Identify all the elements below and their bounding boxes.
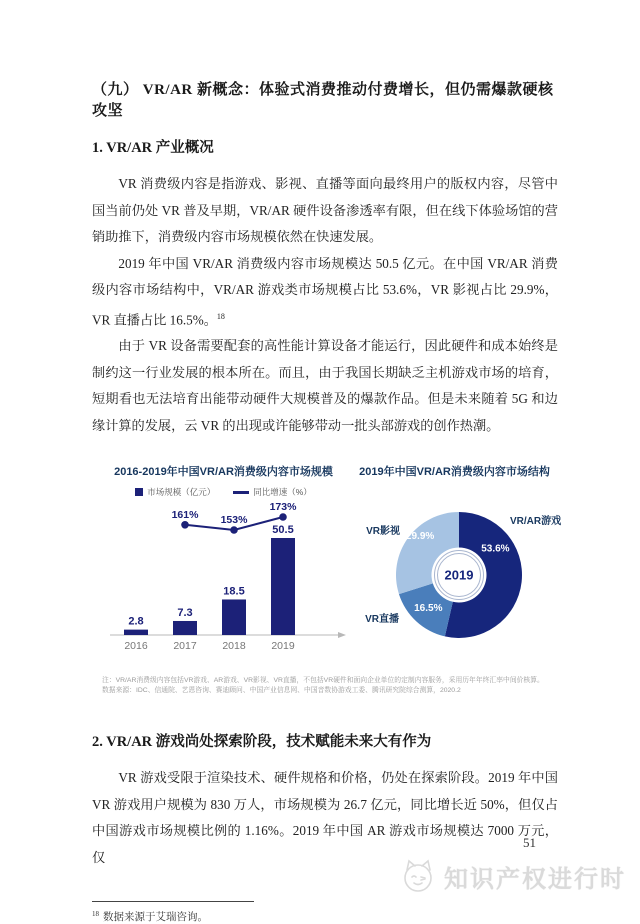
chart-legend	[96, 485, 351, 499]
svg-text:VR直播: VR直播	[365, 614, 399, 626]
legend-label: 同比增速（%）	[253, 487, 312, 498]
footer-watermark	[398, 856, 626, 896]
svg-text:53.6%: 53.6%	[481, 543, 510, 555]
charts-row	[96, 463, 562, 668]
donut-chart-title: 2019年中国VR/AR消费级内容市场结构	[359, 466, 550, 479]
svg-text:29.9%: 29.9%	[405, 531, 435, 543]
footnote	[92, 909, 558, 924]
svg-text:VR/AR游戏: VR/AR游戏	[510, 516, 562, 528]
footnote-divider	[92, 901, 254, 902]
chapter-heading: （九） VR/AR 新概念：体验式消费推动付费增长，但仍需爆款硬核攻坚	[92, 82, 554, 119]
donut-chart-panel	[351, 463, 562, 668]
paragraph-2-text: 2019 年中国 VR/AR 消费级内容市场规模达 50.5 亿元。在中国 VR/AR 消费级内容市场结构中，VR/AR 游戏类市场规模占比 53.6%，VR 影视占比 29.9%，VR 直播占比 16.5%。	[92, 255, 558, 327]
paragraph-3: 由于 VR 设备需要配套的高性能计算设备才能运行，因此硬件和成本始终是制约这一行业发展的根本所在。而且，由于我国长期缺乏主机游戏市场的培育，短期看也无法培育出能带动硬件大规模普及的爆款作品。但是未来随着 5G 和边缘计算的发展，云 VR 的出现或许能够带动一批头部游戏的创作热潮。	[92, 338, 558, 433]
svg-text:2018: 2018	[222, 640, 246, 653]
legend-label: 市场规模（亿元）	[147, 487, 216, 498]
svg-text:2019: 2019	[444, 567, 474, 583]
svg-text:50.5: 50.5	[272, 524, 294, 537]
section-2-paragraph: VR 游戏受限于渲染技术、硬件规格和价格，仍处在探索阶段。2019 年中国 VR 游戏用户规模为 830 万人，市场规模为 26.7 亿元，同比增长近 50%，但仅占中国游戏市场规模比例的 1.16%。2019 年中国 AR 游戏市场规模达 7000 万元，仅	[92, 770, 558, 865]
svg-text:2017: 2017	[173, 640, 197, 653]
charts-block	[96, 463, 562, 696]
legend-item	[233, 486, 312, 498]
section-1-title: 1. VR/AR 产业概况	[92, 140, 214, 156]
donut-chart	[351, 485, 573, 663]
footnote-reference-18: 18	[216, 311, 225, 321]
footer-brand-text: 知识产权进行时	[444, 865, 626, 893]
document-content	[92, 0, 562, 924]
legend-square-swatch	[135, 488, 143, 496]
paragraph-1: VR 消费级内容是指游戏、影视、直播等面向最终用户的版权内容，尽管中国当前仍处 VR 普及早期，VR/AR 硬件设备渗透率有限，但在线下体验场馆的营销助推下，消费级内容市场规模依然在快速发展。	[92, 176, 558, 244]
paragraph-2	[92, 251, 558, 334]
footnote-area	[92, 901, 558, 924]
bar-chart-panel	[96, 463, 351, 668]
legend-item	[135, 486, 215, 498]
legend-line-swatch	[233, 491, 249, 494]
svg-text:7.3: 7.3	[177, 607, 193, 620]
bar-chart-title: 2016-2019年中国VR/AR消费级内容市场规模	[114, 466, 333, 479]
bar-line-chart	[96, 499, 351, 657]
footnote-number: 18	[92, 909, 99, 918]
page-number: 51	[523, 835, 536, 850]
section-2-title: 2. VR/AR 游戏尚处探索阶段，技术赋能未来大有作为	[92, 734, 432, 751]
svg-text:16.5%: 16.5%	[414, 603, 443, 615]
svg-text:173%: 173%	[269, 501, 297, 514]
chart-note-line-1: 注：VR/AR消费级内容包括VR游戏、AR游戏、VR影视、VR直播，不包括VR硬件和面向企业单位的定制内容服务，采用历年年终汇率中间价核算。	[102, 677, 544, 685]
svg-text:2016: 2016	[124, 640, 148, 653]
svg-text:VR影视: VR影视	[366, 526, 400, 538]
svg-text:18.5: 18.5	[223, 585, 245, 598]
chart-notes	[102, 676, 558, 696]
svg-text:153%: 153%	[220, 514, 248, 527]
footnote-text: 数据来源于艾瑞咨询。	[103, 912, 208, 924]
chart-note-line-2: 数据来源：IDC、信通院、艺恩咨询、赛迪顾问、中国产业信息网、中国音数协游戏工委、腾讯研究院综合测算，2020.2	[102, 687, 461, 695]
svg-text:161%: 161%	[171, 509, 199, 522]
cat-face-icon	[398, 856, 438, 896]
svg-text:2019: 2019	[271, 640, 295, 653]
svg-text:2.8: 2.8	[128, 616, 144, 629]
